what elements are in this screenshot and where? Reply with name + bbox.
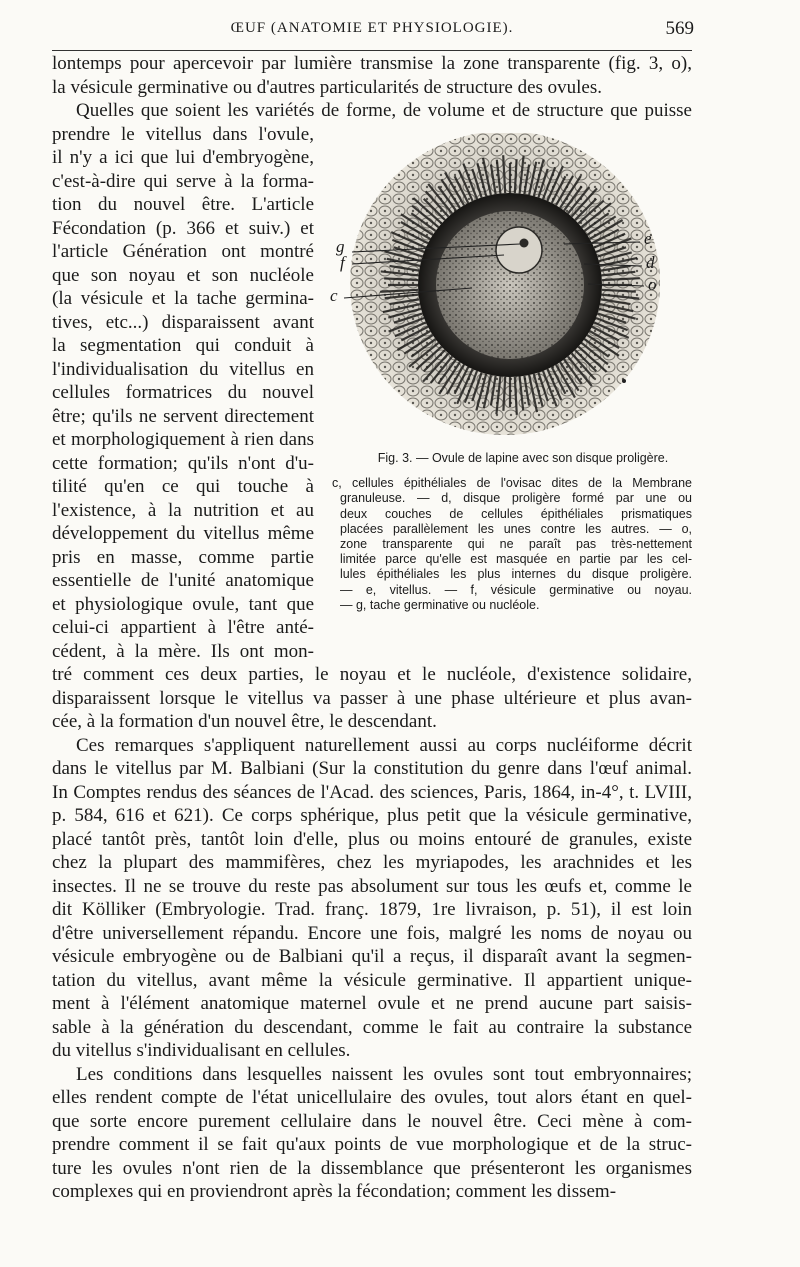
text-line: tion du nouvel être. L'article [52,194,314,215]
page-header [52,20,692,51]
caption-line: deux couches de cellules épithéliales prismatiques [340,506,692,521]
text-line: p. 584, 616 et 621). Ce corps sphérique, plus petit que la vésicule germinative, [52,805,692,826]
text-line: elles rendent compte de l'état unicellulaire des ovules, tout alors étant en quel- [52,1087,692,1108]
text-line: l'individualisation du vitellus en [52,358,314,380]
text-line: In Comptes rendus des séances de l'Acad. des sciences, Paris, 1864, in-4°, t. LVIII, [52,781,692,803]
fig-label-g: g [336,237,345,256]
text-line: (la vésicule et la tache germina- [52,288,314,309]
fig-label-f: f [340,253,345,272]
caption-line: placées parallèlement les unes contre les autres. — o, [340,521,692,536]
fig-label-d: d [646,253,655,272]
vesicule-germinative [496,227,542,273]
text-line: complexes qui en proviendront après la fécondation; comment les dissem- [52,1181,617,1202]
text-line: chez la plupart des mammifères, chez les myriapodes, les arachnides et les [52,852,692,873]
fig-label-c: c [330,286,338,305]
text-line: et morphologiquement à rien dans [52,429,314,450]
text-line: il n'y a ici que lui d'embryogène, [52,147,314,168]
text-line: sable à la génération du descendant, comme le fait au contraire la substance [52,1016,692,1038]
text-line: être; qu'ils ne servent directement [52,405,314,427]
caption-title: Fig. 3. — Ovule de lapine avec son disque proligère. [377,451,669,465]
text-line: cédent, à la mère. Ils ont mon- [52,640,314,662]
text-line: cette formation; qu'ils n'ont d'u- [52,452,314,474]
caption-line: limitée parce qu'elle est masquée en partie par les cel- [340,552,692,567]
text-line: insectes. Il ne se trouve du reste pas absolument sur tous les œufs et, comme le [52,875,692,897]
text-line: pris en masse, comme partie [52,546,314,568]
text-line: que son noyau et son nucléole [52,264,314,286]
text-line: tation du vitellus, avant même la vésicule germinative. Il appartient unique- [52,969,692,991]
figure-ovule [322,133,692,628]
text-line: ment à l'élément anatomique maternel ovule et ne prend aucune part saisis- [52,993,692,1014]
text-line: lontemps pour apercevoir par lumière transmise la zone transparente (fig. 3, o), [52,53,692,74]
caption-line: c, cellules épithéliales de l'ovisac dites de la Membrane [332,476,692,491]
text-line: Les conditions dans lesquelles naissent les ovules sont tout embryonnaires; [76,1063,692,1085]
text-line: dans le vitellus par M. Balbiani (Sur la constitution du genre dans l'œuf animal. [52,758,692,779]
text-line: que sorte encore purement cellulaire dans le nouvel être. Ceci mène à com- [52,1110,692,1132]
text-line: cellules formatrices du nouvel [52,382,314,403]
text-line: vésicule embryogène ou de Balbiani qu'il a reçus, il disparaît avant la segmen- [52,946,692,967]
text-line: tives, etc...) disparaissent avant [52,311,314,333]
text-line: cée, à la formation d'un nouvel être, le descendant. [52,711,437,732]
caption-line: granuleuse. — d, disque proligère formé par une ou [340,491,692,506]
caption-body [322,476,692,613]
text-line: d'être universellement répandu. Encore une fois, malgré les noms de noyau ou [52,922,692,944]
text-line: la segmentation qui conduit à [52,335,314,356]
text-line: Quelles que soient les variétés de forme, de volume et de structure que puisse [76,100,692,121]
text-line: c'est-à-dire qui serve à la forma- [52,170,314,192]
caption-line: — g, tache germinative ou nucléole. [340,597,540,612]
ovule-illustration [322,133,692,443]
text-line: et physiologique ovule, tant que [52,593,314,615]
caption-line: zone transparente qui ne paraît pas très-nettement [340,537,692,552]
text-line: tilité qu'en ce qui touche à [52,476,314,497]
text-line: développement du vitellus même [52,523,314,544]
text-line: disparaissent lorsque le vitellus va passer à une phase ultérieure et plus avan- [52,687,692,709]
text-line: Ces remarques s'appliquent naturellement aussi au corps nucléiforme décrit [76,734,692,756]
fig-label-e: e [644,229,652,248]
text-line: du vitellus s'individualisant en cellules. [52,1040,351,1061]
page-number: 569 [665,18,694,39]
wrapped-paragraph [52,123,314,664]
text-line: essentielle de l'unité anatomique [52,570,314,591]
figure-caption [322,451,692,613]
text-line: Fécondation (p. 366 et suiv.) et [52,217,314,239]
tache-germinative [520,239,529,248]
text-line: placé tantôt près, tantôt loin d'elle, plus ou moins entouré de granules, existe [52,828,692,850]
running-head: ŒUF (ANATOMIE ET PHYSIOLOGIE). [230,20,514,36]
text-line: celui-ci appartient à l'être anté- [52,617,314,638]
text-line: tré comment ces deux parties, le noyau et le nucléole, d'existence solidaire, [52,664,692,685]
caption-line: — e, vitellus. — f, vésicule germinative ou noyau. [340,582,692,597]
text-line: l'article Génération ont montré [52,241,314,262]
text-line: l'existence, à la nutrition et au [52,499,314,521]
text-line: prendre le vitellus dans l'ovule, [52,123,314,145]
caption-line: lules épithéliales les plus internes du disque proligère. [340,567,692,582]
text-line: ture les ovules n'ont rien de la dissemblance que présenteront les organismes [52,1157,692,1179]
fig-label-o: o [648,275,657,294]
text-line: dit Kölliker (Embryologie. Trad. franç. 1879, 1re livraison, p. 51), il est loin [52,899,692,920]
text-line: la vésicule germinative ou d'autres particularités de structure des ovules. [52,76,603,98]
text-line: prendre comment il se fait qu'aux points de vue morphologique et de la struc- [52,1134,692,1155]
